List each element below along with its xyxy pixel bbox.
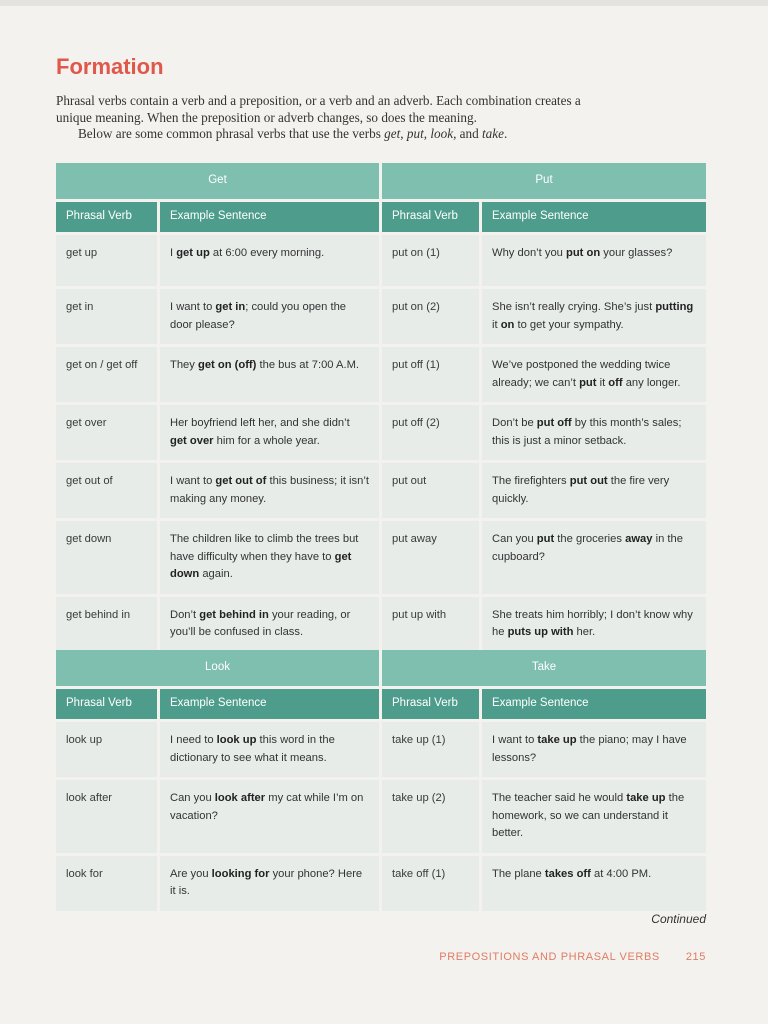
table-row [56, 344, 706, 402]
get-put-table [56, 163, 706, 652]
example-cell: I want to get in; could you open the door please? [160, 286, 382, 344]
col-header-example-sentence: Example Sentence [482, 199, 706, 232]
phrasal-verb-cell: put up with [382, 594, 482, 652]
example-cell: I want to get out of this business; it isn’t making any money. [160, 460, 382, 518]
col-header-example-sentence: Example Sentence [482, 686, 706, 719]
group-header-put: Put [382, 163, 706, 199]
example-cell: I get up at 6:00 every morning. [160, 232, 382, 286]
example-cell: I need to look up this word in the dictionary to see what it means. [160, 719, 382, 777]
example-cell: Why don’t you put on your glasses? [482, 232, 706, 286]
phrasal-verb-cell: look for [56, 853, 160, 911]
phrasal-verb-cell: take up (2) [382, 777, 482, 853]
intro-paragraph [56, 93, 616, 143]
group-header-row [56, 650, 706, 686]
example-cell: Don’t be put off by this month’s sales; this is just a minor setback. [482, 402, 706, 460]
table-row [56, 460, 706, 518]
group-header-row [56, 163, 706, 199]
table-row [56, 594, 706, 652]
phrasal-verb-cell: get out of [56, 460, 160, 518]
intro-line-1: Phrasal verbs contain a verb and a preposition, or a verb and an adverb. Each combination creates a unique meaning. When the preposition or adverb changes, so does the meaning. [56, 93, 581, 125]
example-cell: The teacher said he would take up the homework, so we can understand it better. [482, 777, 706, 853]
phrasal-verb-cell: get in [56, 286, 160, 344]
example-cell: Can you look after my cat while I’m on vacation? [160, 777, 382, 853]
table-row [56, 518, 706, 594]
phrasal-verb-cell: take up (1) [382, 719, 482, 777]
example-cell: They get on (off) the bus at 7:00 A.M. [160, 344, 382, 402]
example-cell: Are you looking for your phone? Here it is. [160, 853, 382, 911]
example-cell: She isn’t really crying. She’s just putting it on to get your sympathy. [482, 286, 706, 344]
col-header-phrasal-verb: Phrasal Verb [56, 199, 160, 232]
example-cell: Don’t get behind in your reading, or you’ll be confused in class. [160, 594, 382, 652]
phrasal-verb-cell: take off (1) [382, 853, 482, 911]
phrasal-verb-cell: get over [56, 402, 160, 460]
phrasal-verb-cell: put away [382, 518, 482, 594]
intro-line-2: Below are some common phrasal verbs that use the verbs get, put, look, and take. [78, 126, 508, 141]
phrasal-verb-cell: put out [382, 460, 482, 518]
example-cell: The firefighters put out the fire very quickly. [482, 460, 706, 518]
table-row [56, 286, 706, 344]
col-header-phrasal-verb: Phrasal Verb [382, 199, 482, 232]
example-cell: I want to take up the piano; may I have lessons? [482, 719, 706, 777]
table-row [56, 232, 706, 286]
phrasal-verb-cell: get down [56, 518, 160, 594]
example-cell: She treats him horribly; I don’t know why he puts up with her. [482, 594, 706, 652]
page-footer [439, 951, 706, 963]
group-header-look: Look [56, 650, 382, 686]
example-cell: The plane takes off at 4:00 PM. [482, 853, 706, 911]
footer-section-title: PREPOSITIONS AND PHRASAL VERBS [439, 951, 660, 963]
group-header-get: Get [56, 163, 382, 199]
col-header-example-sentence: Example Sentence [160, 199, 382, 232]
continued-note: Continued [651, 912, 706, 926]
phrasal-verb-cell: get on / get off [56, 344, 160, 402]
column-header-row [56, 686, 706, 719]
table-row [56, 853, 706, 911]
page-number: 215 [685, 951, 706, 963]
phrasal-verb-cell: get up [56, 232, 160, 286]
phrasal-verb-cell: put on (1) [382, 232, 482, 286]
page-top-edge [0, 0, 768, 6]
phrasal-verb-cell: get behind in [56, 594, 160, 652]
column-header-row [56, 199, 706, 232]
group-header-take: Take [382, 650, 706, 686]
example-cell: The children like to climb the trees but have difficulty when they have to get down again. [160, 518, 382, 594]
table-row [56, 719, 706, 777]
phrasal-verb-cell: put off (2) [382, 402, 482, 460]
col-header-phrasal-verb: Phrasal Verb [382, 686, 482, 719]
col-header-phrasal-verb: Phrasal Verb [56, 686, 160, 719]
col-header-example-sentence: Example Sentence [160, 686, 382, 719]
phrasal-verb-cell: put on (2) [382, 286, 482, 344]
phrasal-verb-cell: look after [56, 777, 160, 853]
section-heading: Formation [56, 54, 164, 79]
example-cell: We’ve postponed the wedding twice already; we can’t put it off any longer. [482, 344, 706, 402]
phrasal-verb-cell: put off (1) [382, 344, 482, 402]
example-cell: Can you put the groceries away in the cupboard? [482, 518, 706, 594]
table-row [56, 402, 706, 460]
table-row [56, 777, 706, 853]
example-cell: Her boyfriend left her, and she didn’t get over him for a whole year. [160, 402, 382, 460]
look-take-table [56, 650, 706, 911]
phrasal-verb-cell: look up [56, 719, 160, 777]
